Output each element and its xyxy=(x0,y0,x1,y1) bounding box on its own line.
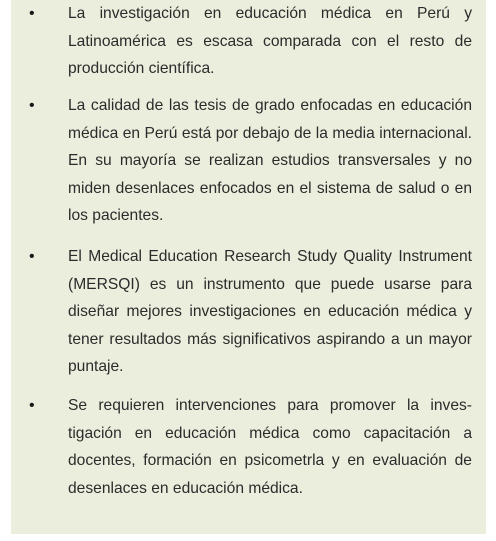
bullet-icon: • xyxy=(29,397,35,414)
list-item xyxy=(11,243,486,381)
list-item-text: La investigación en educación médica en Perú y Latinoamérica es escasa comparada con el resto de producción científica. xyxy=(68,5,472,78)
bullet-icon: • xyxy=(29,248,35,265)
list-item xyxy=(11,0,486,83)
list-item xyxy=(11,392,486,502)
bullet-icon: • xyxy=(29,97,35,114)
list-item-text: El Medical Education Research Study Quality Instrument (MERSQI) es un instrumento que puede usarse para diseñar mejores investigaciones en educación médica y tener resultados más significativos aspirando a un mayor puntaje. xyxy=(68,248,472,376)
bullet-icon: • xyxy=(29,5,35,22)
list-item-text: La calidad de las tesis de grado enfocadas en educación médica en Perú está por debajo de la media internacional. En su mayoría se realizan estudios transversales y no miden desenlaces enfocados en el sistema de salud o en los pacientes. xyxy=(68,97,472,225)
list-item xyxy=(11,92,486,230)
key-points-box xyxy=(11,0,486,534)
list-item-text: Se requieren intervenciones para promover la investigación en educación médica como capacitación a docentes, formación en psicometrla y en evaluación de desenlaces en educación médica. xyxy=(68,397,472,497)
